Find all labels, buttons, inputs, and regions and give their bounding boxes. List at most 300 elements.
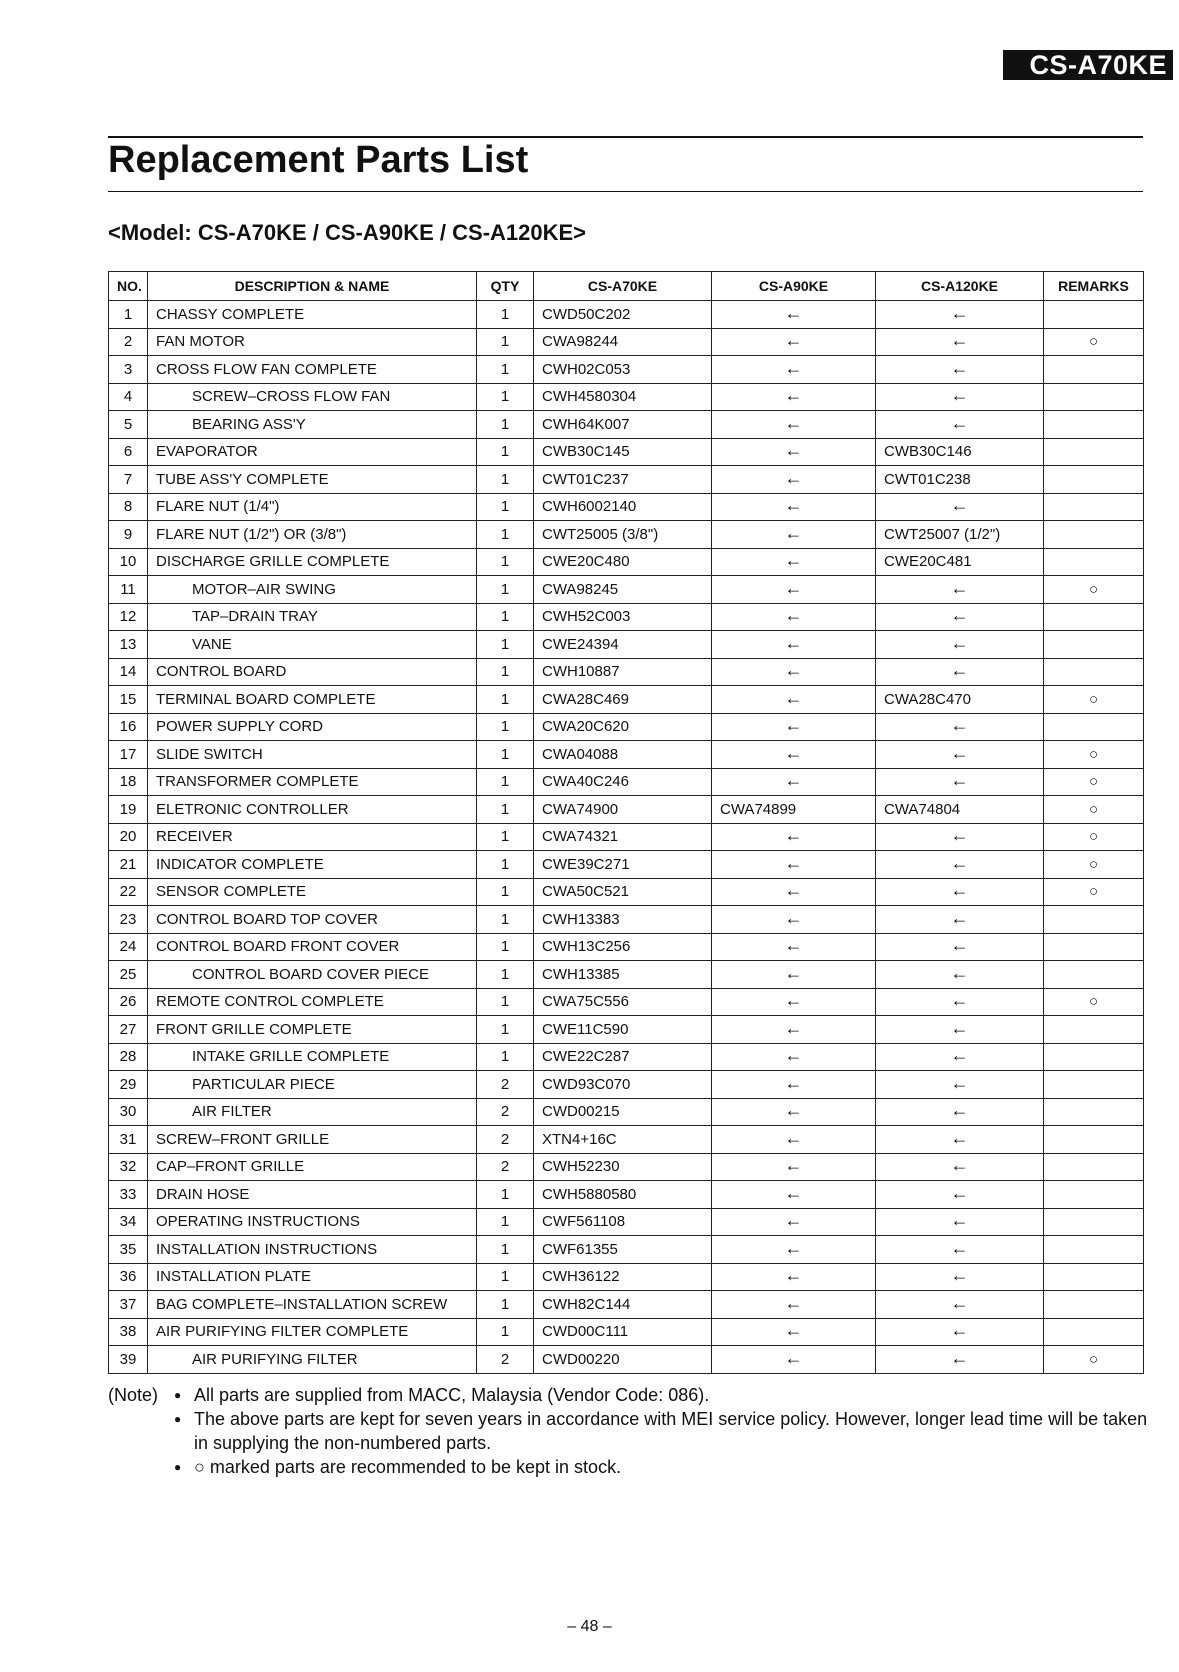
- cell-text: CWA74804: [884, 800, 961, 818]
- cell-text: 1: [500, 415, 510, 433]
- cell-text: TUBE ASS'Y COMPLETE: [156, 470, 329, 488]
- table-row: [109, 741, 1144, 769]
- note-item: [108, 1455, 1148, 1479]
- quantity-cell: [477, 741, 534, 769]
- cell-text: CWH6002140: [542, 498, 637, 516]
- note-item: [108, 1383, 1148, 1407]
- cs-a120ke-cell: [876, 1153, 1044, 1181]
- cell-text: 1: [500, 663, 510, 681]
- cs-a120ke-cell: [876, 411, 1044, 439]
- cs-a90ke-cell: [712, 933, 876, 961]
- remarks-cell: [1044, 768, 1144, 796]
- cell-text: CWH13C256: [542, 938, 631, 956]
- same-as-left-arrow-icon: ←: [784, 412, 803, 433]
- cell-text: SENSOR COMPLETE: [156, 883, 307, 901]
- part-number-cell: [109, 1126, 148, 1154]
- cell-text: 1: [500, 333, 510, 351]
- cs-a120ke-cell: [876, 493, 1044, 521]
- cell-text: 28: [119, 1048, 137, 1066]
- quantity-cell: [477, 1126, 534, 1154]
- cell-text: CONTROL BOARD COVER PIECE: [192, 965, 429, 983]
- part-number-cell: [109, 603, 148, 631]
- cell-text: 38: [119, 1323, 137, 1341]
- cell-text: CWD00215: [542, 1103, 620, 1121]
- description-cell: [148, 658, 477, 686]
- table-row: [109, 1016, 1144, 1044]
- description-cell: [148, 466, 477, 494]
- description-cell: [148, 1071, 477, 1099]
- cs-a70ke-cell: [534, 1181, 712, 1209]
- cs-a70ke-cell: [534, 356, 712, 384]
- cell-text: 1: [500, 910, 510, 928]
- remarks-cell: [1044, 383, 1144, 411]
- part-number-cell: [109, 631, 148, 659]
- cell-text: 1: [500, 1268, 510, 1286]
- recommended-stock-icon: ○: [1088, 580, 1099, 598]
- cell-text: CWD93C070: [542, 1075, 631, 1093]
- part-number-cell: [109, 1181, 148, 1209]
- remarks-cell: [1044, 466, 1144, 494]
- quantity-cell: [477, 906, 534, 934]
- part-number-cell: [109, 658, 148, 686]
- cell-text: INSTALLATION INSTRUCTIONS: [156, 1240, 378, 1258]
- table-row: [109, 658, 1144, 686]
- remarks-cell: [1044, 356, 1144, 384]
- part-number-cell: [109, 411, 148, 439]
- table-row: [109, 466, 1144, 494]
- cell-text: CWH5880580: [542, 1185, 637, 1203]
- quantity-cell: [477, 1208, 534, 1236]
- part-number-cell: [109, 576, 148, 604]
- description-cell: [148, 851, 477, 879]
- cell-text: CWE20C481: [884, 553, 972, 571]
- same-as-left-arrow-icon: ←: [950, 907, 969, 928]
- note-text: The above parts are kept for seven years in accordance with MEI service policy. However, longer lead time will be taken in supplying the non-numbered parts.: [194, 1409, 1148, 1453]
- cell-text: CWD00220: [542, 1350, 620, 1368]
- cs-a90ke-cell: [712, 383, 876, 411]
- cs-a70ke-cell: [534, 301, 712, 329]
- description-cell: [148, 686, 477, 714]
- cs-a120ke-cell: [876, 823, 1044, 851]
- cell-text: 39: [119, 1350, 137, 1368]
- cs-a70ke-cell: [534, 548, 712, 576]
- cs-a120ke-cell: [876, 466, 1044, 494]
- description-cell: [148, 1016, 477, 1044]
- cs-a70ke-cell: [534, 658, 712, 686]
- cell-text: 2: [500, 1075, 510, 1093]
- description-cell: [148, 1208, 477, 1236]
- quantity-cell: [477, 933, 534, 961]
- part-number-cell: [109, 438, 148, 466]
- table-row: [109, 1208, 1144, 1236]
- quantity-cell: [477, 1016, 534, 1044]
- cs-a90ke-cell: [712, 521, 876, 549]
- quantity-cell: [477, 631, 534, 659]
- cs-a90ke-cell: [712, 493, 876, 521]
- same-as-left-arrow-icon: ←: [950, 742, 969, 763]
- title-rule-top: [108, 136, 1143, 138]
- table-row: [109, 1236, 1144, 1264]
- same-as-left-arrow-icon: ←: [950, 1237, 969, 1258]
- cell-text: 6: [123, 443, 133, 461]
- same-as-left-arrow-icon: ←: [950, 632, 969, 653]
- remarks-cell: [1044, 658, 1144, 686]
- cell-text: SLIDE SWITCH: [156, 745, 263, 763]
- cs-a90ke-cell: [712, 768, 876, 796]
- cell-text: 29: [119, 1075, 137, 1093]
- quantity-cell: [477, 878, 534, 906]
- cs-a120ke-cell: [876, 1043, 1044, 1071]
- same-as-left-arrow-icon: ←: [784, 605, 803, 626]
- cs-a120ke-cell: [876, 438, 1044, 466]
- cell-text: MOTOR–AIR SWING: [192, 580, 336, 598]
- cell-text: POWER SUPPLY CORD: [156, 718, 323, 736]
- cs-a70ke-cell: [534, 878, 712, 906]
- cs-a90ke-cell: [712, 328, 876, 356]
- cs-a90ke-cell: [712, 631, 876, 659]
- cell-text: 7: [123, 470, 133, 488]
- description-cell: [148, 328, 477, 356]
- description-cell: [148, 741, 477, 769]
- description-cell: [148, 356, 477, 384]
- table-row: [109, 1071, 1144, 1099]
- cell-text: 1: [500, 1295, 510, 1313]
- part-number-cell: [109, 933, 148, 961]
- description-cell: [148, 576, 477, 604]
- remarks-cell: [1044, 603, 1144, 631]
- cs-a90ke-cell: [712, 548, 876, 576]
- cell-text: 20: [119, 828, 137, 846]
- cell-text: CWT01C238: [884, 470, 971, 488]
- same-as-left-arrow-icon: ←: [784, 990, 803, 1011]
- cell-text: 1: [500, 525, 510, 543]
- cs-a90ke-cell: [712, 961, 876, 989]
- cell-text: CWE39C271: [542, 855, 630, 873]
- cs-a70ke-cell: [534, 851, 712, 879]
- cs-a90ke-cell: [712, 301, 876, 329]
- cell-text: CAP–FRONT GRILLE: [156, 1158, 305, 1176]
- cell-text: 25: [119, 965, 137, 983]
- quantity-cell: [477, 603, 534, 631]
- cell-text: CWH52C003: [542, 608, 631, 626]
- cell-text: CWA28C469: [542, 690, 629, 708]
- cell-text: 10: [119, 553, 137, 571]
- cell-text: CWT01C237: [542, 470, 629, 488]
- cell-text: CWH02C053: [542, 360, 631, 378]
- cell-text: 1: [500, 635, 510, 653]
- remarks-cell: [1044, 933, 1144, 961]
- table-row: [109, 1346, 1144, 1374]
- same-as-left-arrow-icon: ←: [950, 1292, 969, 1313]
- table-row: [109, 438, 1144, 466]
- cs-a120ke-cell: [876, 1346, 1044, 1374]
- cell-text: CWE22C287: [542, 1048, 630, 1066]
- cs-a120ke-cell: [876, 1016, 1044, 1044]
- table-row: [109, 686, 1144, 714]
- quantity-cell: [477, 851, 534, 879]
- table-row: [109, 768, 1144, 796]
- remarks-cell: [1044, 1098, 1144, 1126]
- cell-text: EVAPORATOR: [156, 443, 258, 461]
- parts-table: [108, 271, 1144, 1374]
- cell-text: CWE11C590: [542, 1020, 629, 1038]
- column-header: REMARKS: [1044, 272, 1144, 301]
- part-number-cell: [109, 713, 148, 741]
- cs-a90ke-cell: [712, 1043, 876, 1071]
- cell-text: AIR PURIFYING FILTER: [192, 1350, 358, 1368]
- cell-text: INTAKE GRILLE COMPLETE: [192, 1048, 390, 1066]
- same-as-left-arrow-icon: ←: [784, 687, 803, 708]
- cell-text: CONTROL BOARD FRONT COVER: [156, 938, 400, 956]
- remarks-cell: [1044, 411, 1144, 439]
- cs-a90ke-cell: [712, 823, 876, 851]
- quantity-cell: [477, 823, 534, 851]
- cs-a120ke-cell: [876, 988, 1044, 1016]
- cell-text: CWH82C144: [542, 1295, 631, 1313]
- cell-text: 2: [500, 1350, 510, 1368]
- same-as-left-arrow-icon: ←: [950, 1127, 969, 1148]
- same-as-left-arrow-icon: ←: [784, 522, 803, 543]
- table-row: [109, 796, 1144, 824]
- part-number-cell: [109, 878, 148, 906]
- part-number-cell: [109, 906, 148, 934]
- part-number-cell: [109, 768, 148, 796]
- table-row: [109, 301, 1144, 329]
- same-as-left-arrow-icon: ←: [950, 1347, 969, 1368]
- description-cell: [148, 383, 477, 411]
- same-as-left-arrow-icon: ←: [950, 825, 969, 846]
- quantity-cell: [477, 356, 534, 384]
- cs-a70ke-cell: [534, 1043, 712, 1071]
- cell-text: FRONT GRILLE COMPLETE: [156, 1020, 352, 1038]
- same-as-left-arrow-icon: ←: [784, 962, 803, 983]
- part-number-cell: [109, 1043, 148, 1071]
- same-as-left-arrow-icon: ←: [784, 302, 803, 323]
- cell-text: 1: [500, 828, 510, 846]
- cs-a120ke-cell: [876, 796, 1044, 824]
- cell-text: BEARING ASS'Y: [192, 415, 306, 433]
- description-cell: [148, 1263, 477, 1291]
- same-as-left-arrow-icon: ←: [784, 632, 803, 653]
- quantity-cell: [477, 1181, 534, 1209]
- part-number-cell: [109, 383, 148, 411]
- same-as-left-arrow-icon: ←: [784, 825, 803, 846]
- cs-a120ke-cell: [876, 1098, 1044, 1126]
- quantity-cell: [477, 521, 534, 549]
- same-as-left-arrow-icon: ←: [784, 1265, 803, 1286]
- cell-text: 1: [500, 1213, 510, 1231]
- table-row: [109, 933, 1144, 961]
- column-header: NO.: [109, 272, 148, 301]
- part-number-cell: [109, 548, 148, 576]
- cell-text: CHASSY COMPLETE: [156, 305, 305, 323]
- table-row: [109, 383, 1144, 411]
- cell-text: 19: [119, 800, 137, 818]
- same-as-left-arrow-icon: ←: [784, 852, 803, 873]
- model-tab: CS-A70KE: [1003, 50, 1173, 80]
- quantity-cell: [477, 301, 534, 329]
- same-as-left-arrow-icon: ←: [784, 1017, 803, 1038]
- quantity-cell: [477, 438, 534, 466]
- cs-a90ke-cell: [712, 906, 876, 934]
- cell-text: REMOTE CONTROL COMPLETE: [156, 993, 384, 1011]
- cs-a70ke-cell: [534, 1208, 712, 1236]
- remarks-cell: [1044, 328, 1144, 356]
- cell-text: 21: [119, 855, 137, 873]
- cell-text: 1: [500, 580, 510, 598]
- cs-a70ke-cell: [534, 713, 712, 741]
- table-row: [109, 328, 1144, 356]
- cell-text: 2: [500, 1158, 510, 1176]
- cell-text: 27: [119, 1020, 137, 1038]
- description-cell: [148, 988, 477, 1016]
- cell-text: 1: [500, 360, 510, 378]
- parts-table-body: [109, 301, 1144, 1374]
- cell-text: XTN4+16C: [542, 1130, 617, 1148]
- recommended-stock-icon: ○: [1088, 333, 1099, 351]
- remarks-cell: [1044, 1346, 1144, 1374]
- recommended-stock-icon: ○: [1088, 800, 1099, 818]
- description-cell: [148, 631, 477, 659]
- cell-text: 1: [500, 1240, 510, 1258]
- cell-text: RECEIVER: [156, 828, 233, 846]
- recommended-stock-icon: ○: [1088, 745, 1099, 763]
- quantity-cell: [477, 1098, 534, 1126]
- cell-text: 12: [119, 608, 137, 626]
- same-as-left-arrow-icon: ←: [950, 1072, 969, 1093]
- cell-text: 1: [500, 470, 510, 488]
- description-cell: [148, 823, 477, 851]
- cell-text: 17: [119, 745, 137, 763]
- cell-text: CWA20C620: [542, 718, 629, 736]
- part-number-cell: [109, 1071, 148, 1099]
- cell-text: 1: [500, 1185, 510, 1203]
- cell-text: BAG COMPLETE–INSTALLATION SCREW: [156, 1295, 448, 1313]
- quantity-cell: [477, 796, 534, 824]
- cs-a120ke-cell: [876, 961, 1044, 989]
- title-rule-bottom: [108, 191, 1143, 192]
- cell-text: 2: [500, 1103, 510, 1121]
- part-number-cell: [109, 493, 148, 521]
- cell-text: 3: [123, 360, 133, 378]
- same-as-left-arrow-icon: ←: [784, 330, 803, 351]
- same-as-left-arrow-icon: ←: [784, 1347, 803, 1368]
- table-row: [109, 493, 1144, 521]
- same-as-left-arrow-icon: ←: [784, 1072, 803, 1093]
- same-as-left-arrow-icon: ←: [784, 1292, 803, 1313]
- cell-text: INDICATOR COMPLETE: [156, 855, 324, 873]
- same-as-left-arrow-icon: ←: [950, 715, 969, 736]
- cs-a120ke-cell: [876, 603, 1044, 631]
- description-cell: [148, 603, 477, 631]
- remarks-cell: [1044, 906, 1144, 934]
- cell-text: INSTALLATION PLATE: [156, 1268, 312, 1286]
- cell-text: 37: [119, 1295, 137, 1313]
- same-as-left-arrow-icon: ←: [784, 1320, 803, 1341]
- cell-text: 1: [500, 690, 510, 708]
- cs-a70ke-cell: [534, 1236, 712, 1264]
- cell-text: CROSS FLOW FAN COMPLETE: [156, 360, 377, 378]
- recommended-stock-icon: ○: [1088, 690, 1099, 708]
- cell-text: CWB30C145: [542, 443, 630, 461]
- quantity-cell: [477, 713, 534, 741]
- same-as-left-arrow-icon: ←: [950, 1320, 969, 1341]
- cs-a90ke-cell: [712, 1291, 876, 1319]
- cell-text: 1: [500, 305, 510, 323]
- same-as-left-arrow-icon: ←: [784, 1045, 803, 1066]
- table-row: [109, 411, 1144, 439]
- same-as-left-arrow-icon: ←: [950, 577, 969, 598]
- part-number-cell: [109, 1016, 148, 1044]
- cs-a70ke-cell: [534, 576, 712, 604]
- cell-text: ELETRONIC CONTROLLER: [156, 800, 349, 818]
- cell-text: CWH4580304: [542, 388, 637, 406]
- remarks-cell: [1044, 1263, 1144, 1291]
- remarks-cell: [1044, 438, 1144, 466]
- cell-text: CONTROL BOARD: [156, 663, 287, 681]
- column-header: CS-A70KE: [534, 272, 712, 301]
- cs-a70ke-cell: [534, 1016, 712, 1044]
- same-as-left-arrow-icon: ←: [950, 1100, 969, 1121]
- cell-text: CWH52230: [542, 1158, 620, 1176]
- remarks-cell: [1044, 493, 1144, 521]
- cell-text: VANE: [192, 635, 232, 653]
- cs-a70ke-cell: [534, 796, 712, 824]
- cs-a90ke-cell: [712, 988, 876, 1016]
- cs-a70ke-cell: [534, 493, 712, 521]
- quantity-cell: [477, 576, 534, 604]
- cell-text: 23: [119, 910, 137, 928]
- cs-a120ke-cell: [876, 658, 1044, 686]
- part-number-cell: [109, 823, 148, 851]
- cs-a120ke-cell: [876, 1208, 1044, 1236]
- recommended-stock-icon: ○: [1088, 773, 1099, 791]
- cs-a120ke-cell: [876, 741, 1044, 769]
- same-as-left-arrow-icon: ←: [950, 385, 969, 406]
- same-as-left-arrow-icon: ←: [784, 385, 803, 406]
- table-row: [109, 548, 1144, 576]
- cs-a70ke-cell: [534, 988, 712, 1016]
- table-row: [109, 906, 1144, 934]
- part-number-cell: [109, 1098, 148, 1126]
- cs-a90ke-cell: [712, 411, 876, 439]
- cs-a70ke-cell: [534, 1126, 712, 1154]
- table-row: [109, 851, 1144, 879]
- same-as-left-arrow-icon: ←: [784, 742, 803, 763]
- column-header: DESCRIPTION & NAME: [148, 272, 477, 301]
- same-as-left-arrow-icon: ←: [950, 412, 969, 433]
- cs-a90ke-cell: [712, 1208, 876, 1236]
- part-number-cell: [109, 988, 148, 1016]
- cs-a70ke-cell: [534, 466, 712, 494]
- description-cell: [148, 1346, 477, 1374]
- cell-text: CWT25007 (1/2"): [884, 525, 1001, 543]
- cs-a90ke-cell: [712, 603, 876, 631]
- same-as-left-arrow-icon: ←: [784, 660, 803, 681]
- same-as-left-arrow-icon: ←: [784, 1155, 803, 1176]
- cs-a70ke-cell: [534, 906, 712, 934]
- cell-text: CWF61355: [542, 1240, 618, 1258]
- description-cell: [148, 796, 477, 824]
- cs-a70ke-cell: [534, 933, 712, 961]
- cell-text: 24: [119, 938, 137, 956]
- cell-text: 22: [119, 883, 137, 901]
- cs-a70ke-cell: [534, 1153, 712, 1181]
- cell-text: 8: [123, 498, 133, 516]
- cell-text: 9: [123, 525, 133, 543]
- cs-a90ke-cell: [712, 1098, 876, 1126]
- table-row: [109, 961, 1144, 989]
